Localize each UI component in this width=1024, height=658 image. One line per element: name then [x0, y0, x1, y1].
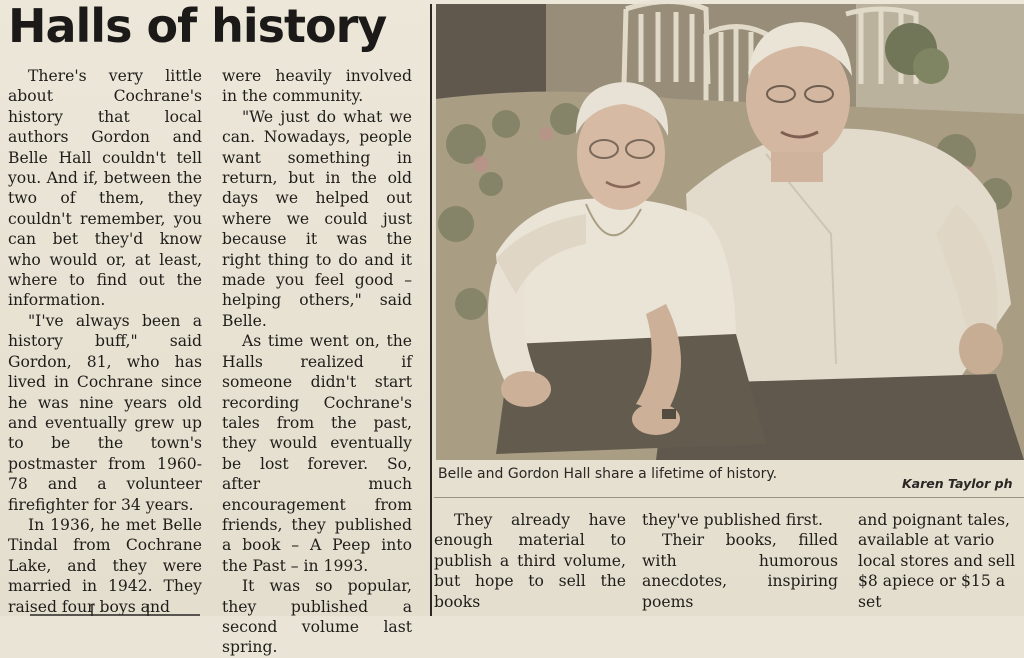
article-column-3 [434, 510, 626, 616]
article-column-5 [858, 510, 1024, 616]
article-column-4 [642, 510, 838, 616]
caption-rule [434, 497, 1024, 498]
photo-caption: Belle and Gordon Hall share a lifetime of history. [438, 466, 778, 482]
photo-illustration [436, 4, 1024, 460]
paragraph: Their books, filled with humorous anecdotes, inspiring poems [642, 531, 838, 611]
paragraph: they've published first. [642, 511, 823, 529]
paragraph: They already have enough material to publish a third volume, but hope to sell the books [434, 511, 626, 611]
clipping-edge-marks [30, 604, 200, 616]
paragraph: and poignant tales, available at vario local stores and sell $8 apiece or $15 a set [858, 511, 1016, 611]
column-divider [430, 4, 432, 616]
paragraph: There's very little about Cochrane's history that local authors Gordon and Belle Hall couldn't tell you. And if, between the two of them, they couldn't remember, you can bet they'd know who would or, at least, where to find out the information. [8, 67, 202, 310]
paragraph: were heavily involved in the community. [222, 67, 412, 106]
headline: Halls of history [8, 0, 387, 53]
paragraph: It was so popular, they published a second volume last spring. [222, 577, 412, 657]
photo-credit: Karen Taylor ph [902, 476, 1013, 491]
paragraph: "I've always been a history buff," said Gordon, 81, who has lived in Cochrane since he was nine years old and eventually grew up to be the town's postmaster from 1960-78 and a volunteer firefighter for 34 years. [8, 311, 202, 514]
paragraph: As time went on, the Halls realized if someone didn't start recording Cochrane's tales from the past, they would eventually be lost forever. So, after much encouragement from friends, they published a book – A Peep into the Past – in 1993. [222, 332, 412, 575]
paragraph: "We just do what we can. Nowadays, people want something in return, but in the old days we helped out where we could just because it was the right thing to do and it made you feel good – helping others," said Belle. [222, 107, 412, 330]
paragraph: In 1936, he met Belle Tindal from Cochrane Lake, and they were married in 1942. They raised four boys and [8, 515, 202, 616]
article-column-1 [8, 66, 202, 616]
article-column-2 [222, 66, 412, 657]
photo-belle-and-gordon-hall [436, 4, 1024, 460]
